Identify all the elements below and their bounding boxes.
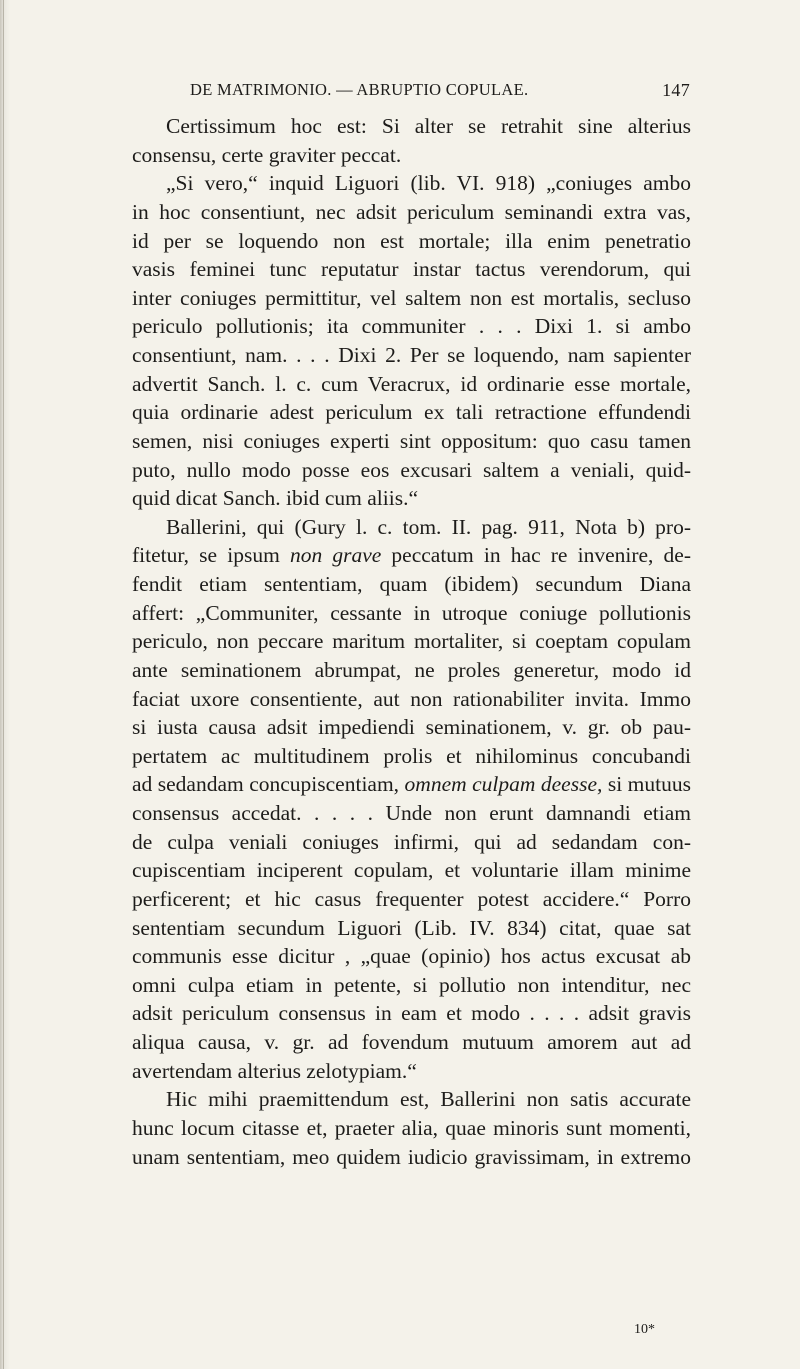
page-edge-line bbox=[3, 0, 4, 1369]
body-text bbox=[132, 112, 691, 1171]
signature-mark: 10* bbox=[634, 1322, 655, 1337]
text-line: ante seminationem abrumpat, ne proles generetur, modo id bbox=[132, 657, 691, 682]
text-line: sententiam secundum Liguori (Lib. IV. 834) citat, quae sat bbox=[132, 915, 691, 940]
text-line: consentiunt, nam. . . . Dixi 2. Per se loquendo, nam sapienter bbox=[132, 343, 691, 367]
text-line: affert: „Communiter, cessante in utroque coniuge pollutionis bbox=[132, 600, 691, 625]
text-line: vasis feminei tunc reputatur instar tactus verendorum, qui bbox=[132, 257, 691, 282]
text-line: semen, nisi coniuges experti sint oppositum: quo casu tamen bbox=[132, 428, 691, 453]
text-line: faciat uxore consentiente, aut non rationabiliter invita. Immo bbox=[132, 686, 691, 711]
text-line: periculo pollutionis; ita communiter . . . Dixi 1. si ambo bbox=[132, 314, 691, 339]
text-line: Ballerini, qui (Gury l. c. tom. II. pag. 911, Nota b) pro- bbox=[166, 514, 691, 539]
text-line: id per se loquendo non est mortale; illa enim penetratio bbox=[132, 228, 691, 253]
text-line bbox=[132, 770, 691, 799]
text-line: inter coniuges permittitur, vel saltem non est mortalis, secluso bbox=[132, 285, 691, 310]
text-line: advertit Sanch. l. c. cum Veracrux, id ordinarie esse mortale, bbox=[132, 371, 691, 396]
italic-emphasis: non grave bbox=[289, 543, 382, 568]
text-line: quid dicat Sanch. ibid cum aliis.“ bbox=[132, 486, 419, 511]
text-line: pertatem ac multitudinem prolis et nihilominus concubandi bbox=[132, 743, 691, 768]
text-line: quia ordinarie adest periculum ex tali retractione effundendi bbox=[132, 400, 691, 425]
text-segment: fitetur, se ipsum bbox=[132, 543, 290, 568]
text-line: periculo, non peccare maritum mortaliter, si coeptam copulam bbox=[132, 629, 691, 654]
text-segment: peccatum in hac re invenire, de- bbox=[381, 543, 691, 568]
text-line: unam sententiam, meo quidem iudicio gravissimam, in extremo bbox=[132, 1144, 691, 1169]
text-line: si iusta causa adsit impediendi seminationem, v. gr. ob pau- bbox=[132, 715, 691, 740]
page-edge-shadow bbox=[0, 0, 10, 1369]
text-line: consensus accedat. . . . . Unde non erunt damnandi etiam bbox=[132, 801, 691, 825]
text-line: avertendam alterius zelotypiam.“ bbox=[132, 1058, 417, 1083]
text-line: perficerent; et hic casus frequenter potest accidere.“ Porro bbox=[132, 886, 691, 911]
text-line: in hoc consentiunt, nec adsit periculum seminandi extra vas, bbox=[132, 199, 691, 224]
text-line: fendit etiam sententiam, quam (ibidem) secundum Diana bbox=[132, 572, 691, 596]
text-line: „Si vero,“ inquid Liguori (lib. VI. 918) „coniuges ambo bbox=[166, 171, 691, 196]
text-line: de culpa veniali coniuges infirmi, qui ad sedandam con- bbox=[132, 829, 691, 854]
text-line: omni culpa etiam in petente, si pollutio non intenditur, nec bbox=[132, 972, 691, 997]
text-segment: ad sedandam concupiscentiam, bbox=[132, 772, 405, 797]
text-line: consensu, certe graviter peccat. bbox=[132, 142, 402, 167]
text-segment: si mutuus bbox=[602, 772, 691, 797]
running-head-title: DE MATRIMONIO. — ABRUPTIO COPULAE. bbox=[190, 80, 529, 99]
running-head bbox=[190, 80, 690, 106]
text-line: communis esse dicitur , „quae (opinio) hos actus excusat ab bbox=[132, 944, 691, 969]
text-line: puto, nullo modo posse eos excusari saltem a veniali, quid- bbox=[132, 457, 691, 482]
text-line: aliqua causa, v. gr. ad fovendum mutuum amorem aut ad bbox=[132, 1030, 691, 1054]
text-line bbox=[132, 541, 691, 570]
text-line: cupiscentiam inciperent copulam, et voluntarie illam minime bbox=[132, 858, 691, 883]
italic-emphasis: omnem culpam deesse, bbox=[404, 772, 603, 797]
text-line: hunc locum citasse et, praeter alia, quae minoris sunt momenti, bbox=[132, 1115, 691, 1140]
page-number: 147 bbox=[662, 80, 690, 100]
text-line: adsit periculum consensus in eam et modo . . . . adsit gravis bbox=[132, 1001, 691, 1026]
text-line: Hic mihi praemittendum est, Ballerini non satis accurate bbox=[166, 1087, 691, 1112]
text-line: Certissimum hoc est: Si alter se retrahit sine alterius bbox=[166, 114, 691, 138]
